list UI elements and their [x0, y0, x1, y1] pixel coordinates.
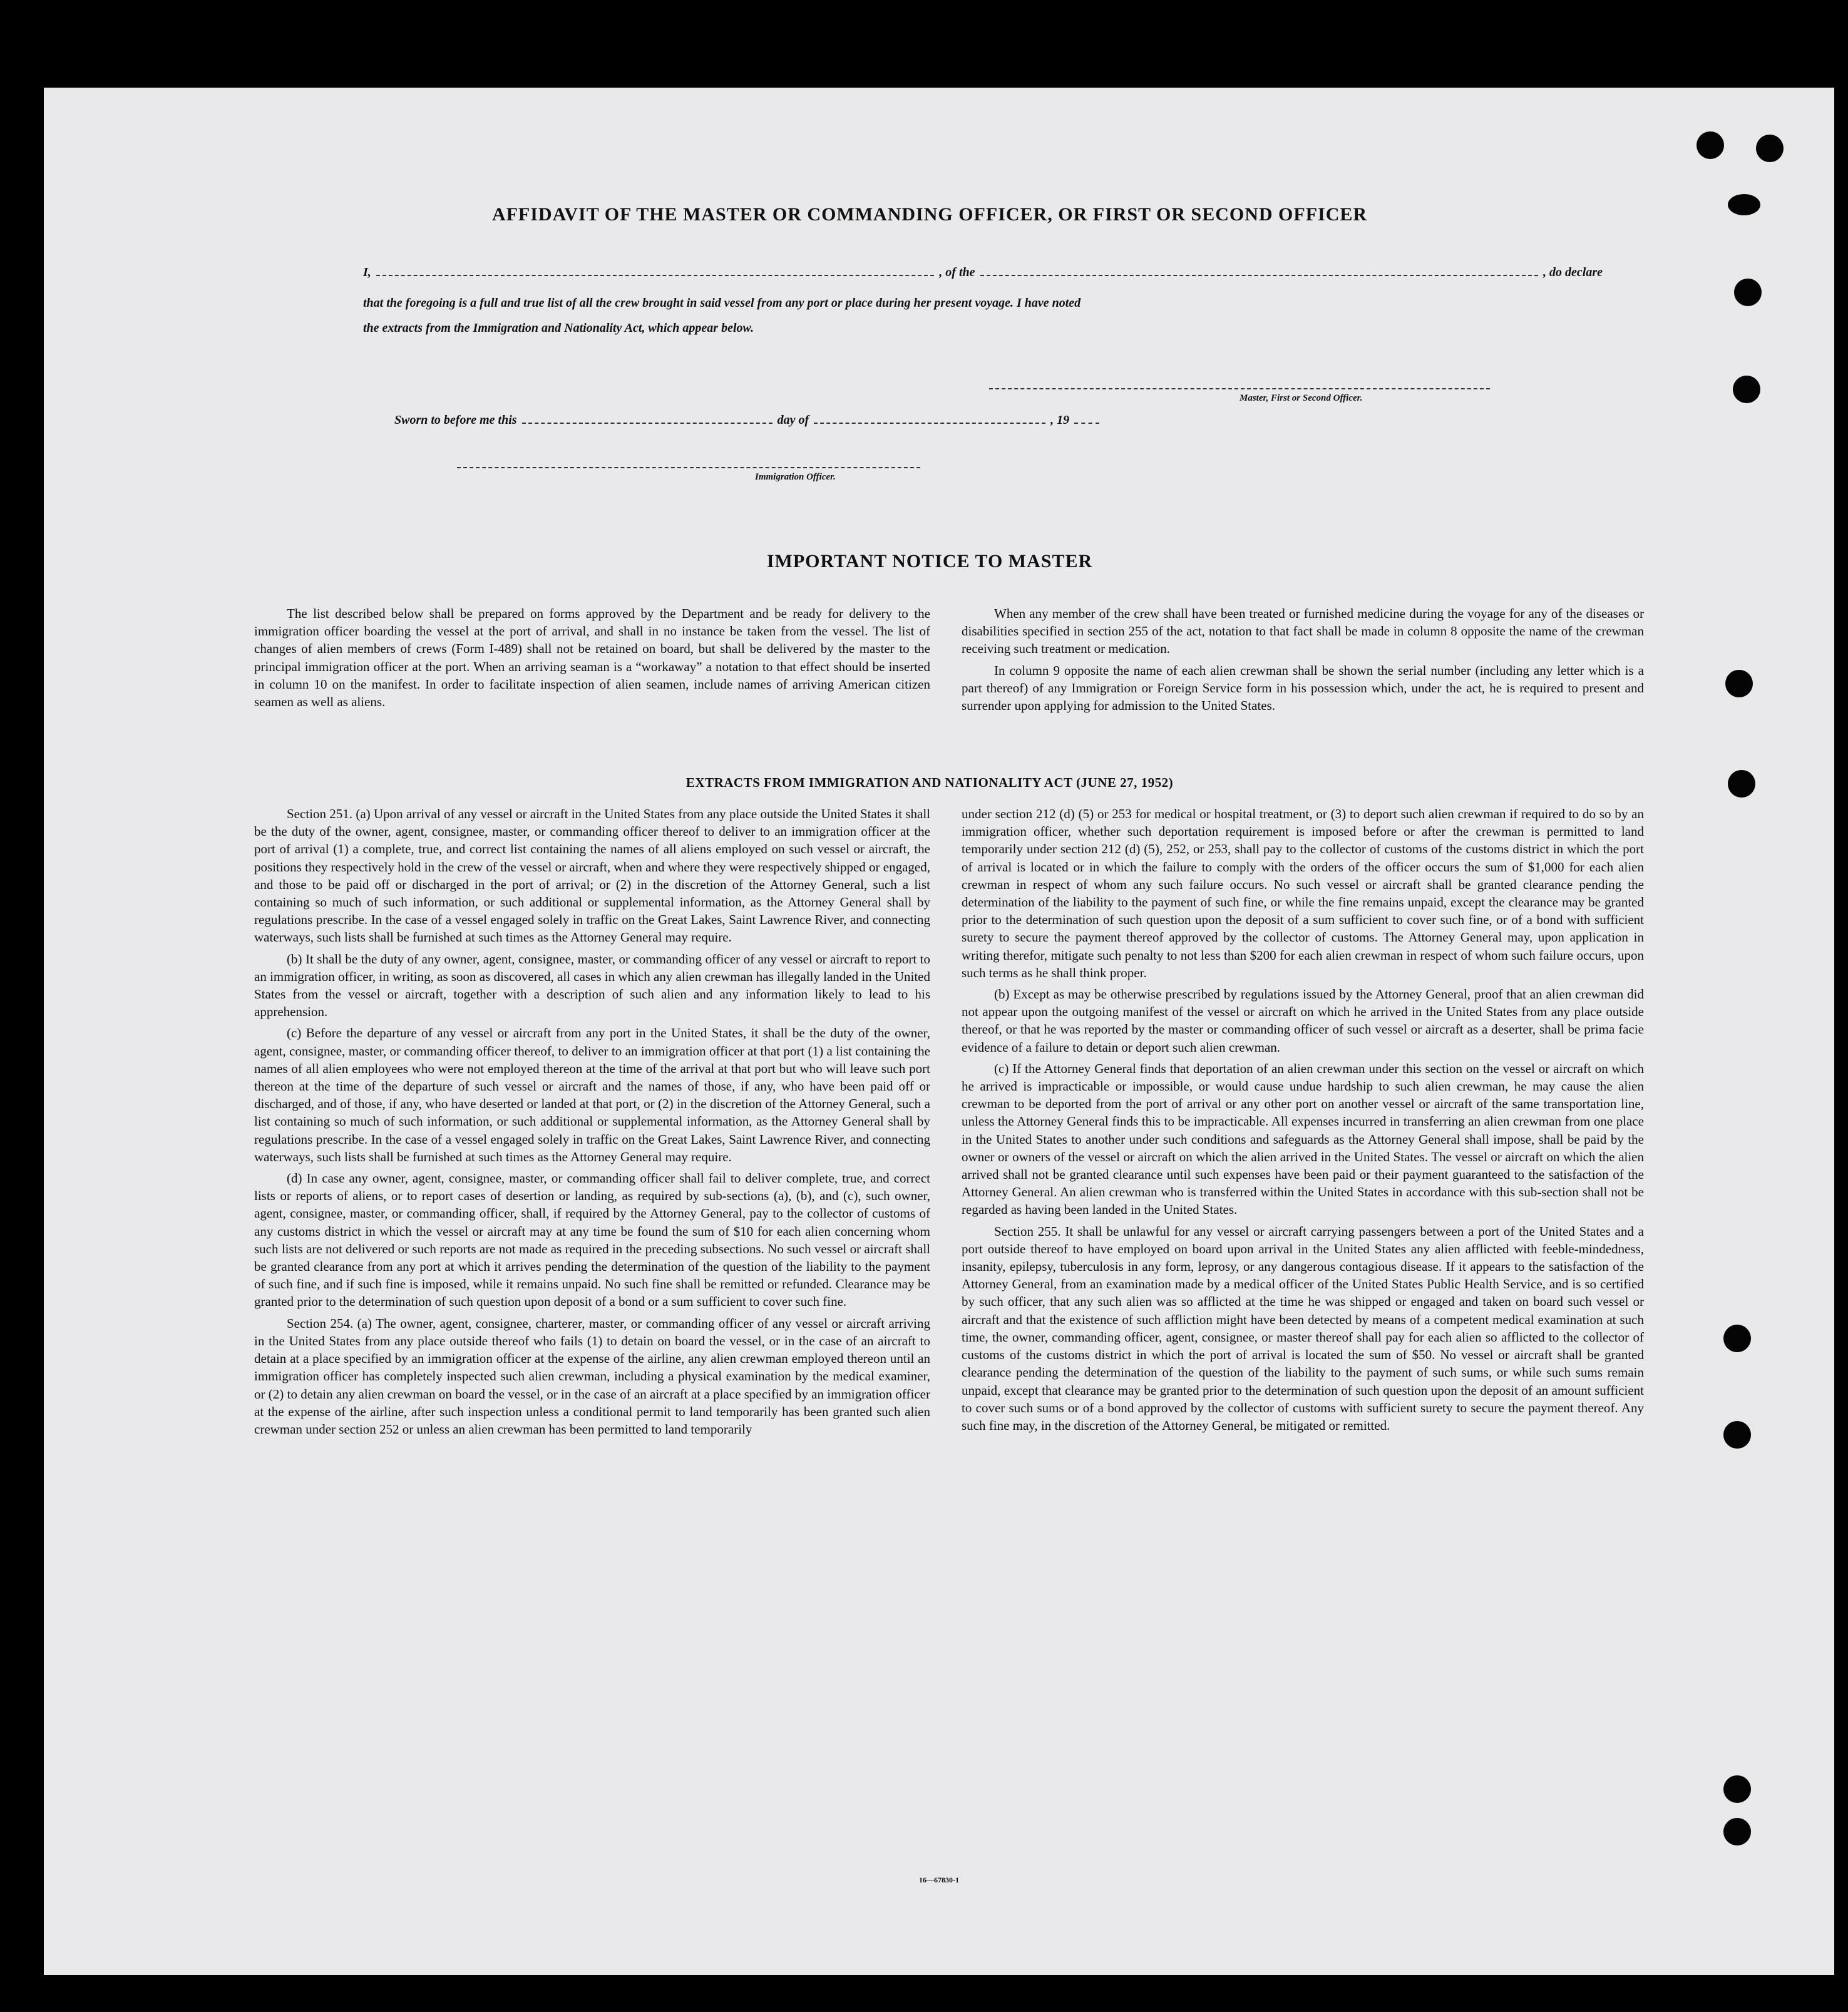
sworn-year-field[interactable] — [1074, 414, 1099, 424]
immigration-officer-caption: Immigration Officer. — [755, 472, 836, 482]
master-caption: Master, First or Second Officer. — [1240, 393, 1363, 403]
decl-do-declare: , do declare — [1543, 265, 1603, 279]
punch-hole — [1723, 1325, 1751, 1352]
section-254b: (b) Except as may be otherwise prescribed by regulations issued by the Attorney General, proof that an alien crewman did not appear upon the outgoing manifest of the vessel or aircraft on which he arrived in the United States from any place outside thereof, or that he was reported by the master or commanding officer of such vessel or aircraft as a deserter, shall be prima facie evidence of a failure to detain or deport such alien crewman. — [962, 987, 1644, 1055]
punch-hole — [1697, 131, 1724, 159]
section-251a: Section 251. (a) Upon arrival of any vessel or aircraft in the United States from any place outside the United States it shall be the duty of the owner, agent, consignee, master, or commanding officer thereof to deliver to an immigration officer at the port of arrival (1) a complete, true, and correct list containing the names of all aliens employed on such vessel or aircraft, the positions they respectively hold in the crew of the vessel or aircraft, when and where they were respectively shipped or engaged, and those to be paid off or discharged in the port of arrival; or (2) in the discretion of the Attorney General, such a list containing so much of such information, or such additional or supplemental information, as the Attorney General shall by regulations prescribe. In the case of a vessel engaged solely in traffic on the Great Lakes, Saint Lawrence River, and connecting waterways, such lists shall be furnished at such times as the Attorney General may require. — [254, 806, 930, 945]
extracts-left-column — [254, 805, 930, 1442]
extracts-title: EXTRACTS FROM IMMIGRATION AND NATIONALITY ACT (JUNE 27, 1952) — [685, 775, 1174, 790]
master-signature-field[interactable] — [989, 388, 1490, 389]
decl-of-the: , of the — [939, 265, 975, 279]
declaration-block — [363, 265, 1603, 341]
sworn-label: Sworn to before me this — [394, 413, 517, 427]
section-251b: (b) It shall be the duty of any owner, agent, consignee, master, or commanding officer of any vessel or aircraft to report to an immigration officer, in writing, as soon as discovered, all cases in which any alien crewman has illegally landed in the United States from the vessel or aircraft, together with a description of such alien and any information likely to lead to his apprehension. — [254, 951, 930, 1020]
extracts-right-column — [962, 805, 1644, 1438]
notice-left-column — [254, 605, 930, 714]
notice-left-para: The list described below shall be prepared on forms approved by the Department and be ready for delivery to the immigration officer boarding the vessel at the port of arrival, and shall in no instance be taken from the vessel. The list of changes of alien members of crews (Form I-489) shall not be retained on board, but shall be delivered by the master to the principal immigration officer at the port. When an arriving seaman is a “workaway” a notation to that effect should be inserted in column 10 on the manifest. In order to facilitate inspection of alien seamen, include names of arriving American citizen seamen as well as aliens. — [254, 606, 930, 710]
name-field[interactable] — [376, 266, 935, 276]
form-code: 16—67830-1 — [919, 1876, 959, 1884]
punch-hole — [1733, 376, 1760, 403]
vessel-field[interactable] — [980, 266, 1539, 276]
sworn-day-field[interactable] — [522, 414, 773, 424]
section-255: Section 255. It shall be unlawful for any vessel or aircraft carrying passengers between a port of the United States and a port outside thereof to have employed on board upon arrival in the United States any alien afflicted with feeble-mindedness, insanity, epilepsy, tuberculosis in any form, leprosy, or any dangerous contagious disease. If it appears to the satisfaction of the Attorney General, from an examination made by a medical officer of the United States Public Health Service, and is so certified by such officer, that any such alien was so afflicted at the time he was shipped or engaged and taken on board such vessel or aircraft and that the existence of such affliction might have been detected by means of a competent medical examination at such time, the owner, commanding officer, agent, consignee, or master thereof shall pay for each alien so afflicted to the collector of customs of the customs district in which the port of arrival is located the sum of $50. No vessel or aircraft shall be granted clearance pending the determination of the question of the liability to the payment of such sums, or while such sums remain unpaid, except that clearance may be granted prior to the determination of such question upon the deposit of an amount sufficient to cover such sums or of a bond approved by the collector of customs with sufficient surety to secure the payment thereof. Any such fine may, in the discretion of the Attorney General, be mitigated or remitted. — [962, 1223, 1644, 1433]
punch-hole — [1723, 1818, 1751, 1845]
sworn-line — [394, 413, 1271, 428]
notice-right-para-1: When any member of the crew shall have been treated or furnished medicine during the voyage for any of the diseases or disabilities specified in section 255 of the act, notation to that fact shall be made in column 8 opposite the name of the crewman receiving such treatment or medication. — [962, 606, 1644, 657]
day-of-label: day of — [777, 413, 809, 427]
notice-right-para-2: In column 9 opposite the name of each alien crewman shall be shown the serial number (including any letter which is a part thereof) of any Immigration or Foreign Service form in his possession which, under the act, he is required to present and surrender upon applying for admission to the United States. — [962, 662, 1644, 714]
sworn-month-field[interactable] — [814, 414, 1045, 424]
section-254c: (c) If the Attorney General finds that deportation of an alien crewman under this section on the vessel or aircraft on which he arrived is impracticable or impossible, or would cause undue hardship to such alien crewman, he may cause the alien crewman to be deported from the port of arrival or any other port on another vessel or aircraft of the same transportation line, unless the Attorney General finds this to be impracticable. All expenses incurred in transferring an alien crewman from one place in the United States to another under such conditions and safeguards as the Attorney General shall impose, shall be paid by the owner or owners of the vessel or aircraft on which the alien arrived in the United States. The vessel or aircraft on which the alien arrived shall not be granted clearance until such expenses have been paid or their payment guaranteed to the satisfaction of the Attorney General. An alien crewman who is transferred within the United States in accordance with this sub-section shall not be regarded as having been landed in the United States. — [962, 1060, 1644, 1218]
notice-title: IMPORTANT NOTICE TO MASTER — [766, 551, 1093, 572]
section-254a-cont: under section 212 (d) (5) or 253 for medical or hospital treatment, or (3) to deport such alien crewman if required to do so by an immigration officer, whether such deportation requirement is imposed before or after the crewman is permitted to land temporarily under section 212 (d) (5), 252, or 253, shall pay to the collector of customs of the customs district in which the port of arrival is located or in which the failure to comply with the orders of the officer occurs the sum of $1,000 for each alien crewman in respect of whom any such failure occurs. No such vessel or aircraft shall be granted clearance pending the determination of the liability to the payment of such fine, or while the fine remains unpaid, except the clearance may be granted prior to the determination of such question upon the deposit of a sum sufficient to cover such fine, or of a bond with sufficient surety to secure the payment thereof approved by the collector of customs. The Attorney General may, upon application in writing therefor, mitigate such penalty to not less than $200 for each alien crewman in respect of whom such failure occurs, upon such terms as he shall think proper. — [962, 806, 1644, 980]
affidavit-title: AFFIDAVIT OF THE MASTER OR COMMANDING OFFICER, OR FIRST OR SECOND OFFICER — [491, 204, 1368, 225]
decl-i: I, — [363, 265, 371, 279]
decl-text-line3: the extracts from the Immigration and Nationality Act, which appear below. — [363, 321, 754, 335]
punch-hole — [1723, 1775, 1751, 1803]
section-251c: (c) Before the departure of any vessel or aircraft from any port in the United States, it shall be the duty of the owner, agent, consignee, master, or commanding officer thereof, to deliver to an immigration officer at that port (1) a list containing the names of all alien employees who were not employed thereon at the time of the arrival at that port but who will leave such port thereon at the time of the departure of such vessel or aircraft and the names of those, if any, who have been paid off or discharged, and of those, if any, who have deserted or landed at that port, or (2) in the discretion of the Attorney General, such a list containing so much of such information, or such additional or supplemental information, as the Attorney General shall by regulations prescribe. In the case of a vessel engaged solely in traffic on the Great Lakes, Saint Lawrence River, and connecting waterways, such lists shall be furnished at such times as the Attorney General may require. — [254, 1025, 930, 1164]
decl-text-line2: that the foregoing is a full and true list of all the crew brought in said vessel from any port or place during her present voyage. I have noted — [363, 296, 1081, 310]
punch-hole — [1734, 279, 1762, 306]
punch-hole — [1725, 670, 1753, 697]
notice-right-column — [962, 605, 1644, 718]
section-251d: (d) In case any owner, agent, consignee, master, or commanding officer shall fail to deliver complete, true, and correct lists or reports of aliens, or to report cases of desertion or landing, as required by sub-sections (a), (b), and (c), such owner, agent, consignee, master, or commanding officer, shall, if required by the Attorney General, pay to the collector of customs of any customs district in which the vessel or aircraft may at any time be found the sum of $10 for each alien concerning whom such lists are not delivered or such reports are not made as required in the preceding subsections. No such vessel or aircraft shall be granted clearance from any port at which it arrives pending the determination of the question of the liability to the payment of such fine, and if such fine is imposed, while it remains unpaid. No such fine shall be remitted or refunded. Clearance may be granted prior to the determination of such question upon deposit of a bond or a sum sufficient to cover such fine. — [254, 1171, 930, 1310]
immigration-officer-signature-field[interactable] — [457, 467, 920, 468]
section-254a: Section 254. (a) The owner, agent, consignee, charterer, master, or commanding officer of any vessel or aircraft arriving in the United States from any place outside thereof who fails (1) to detain on board the vessel, or in the case of an aircraft to detain at a place specified by an immigration officer at the expense of the airline, any alien crewman employed thereon until an immigration officer has completely inspected such alien crewman, including a physical examination by the medical examiner, or (2) to detain any alien crewman on board the vessel, or in the case of an aircraft at a place specified by an immigration officer at the expense of the airline, after such inspection unless a conditional permit to land temporarily has been granted such alien crewman under section 252 or unless an alien crewman has been permitted to land temporarily — [254, 1315, 930, 1437]
punch-hole — [1756, 135, 1784, 162]
form-page — [44, 88, 1834, 1975]
year-label: , 19 — [1050, 413, 1070, 427]
punch-hole — [1723, 1421, 1751, 1449]
